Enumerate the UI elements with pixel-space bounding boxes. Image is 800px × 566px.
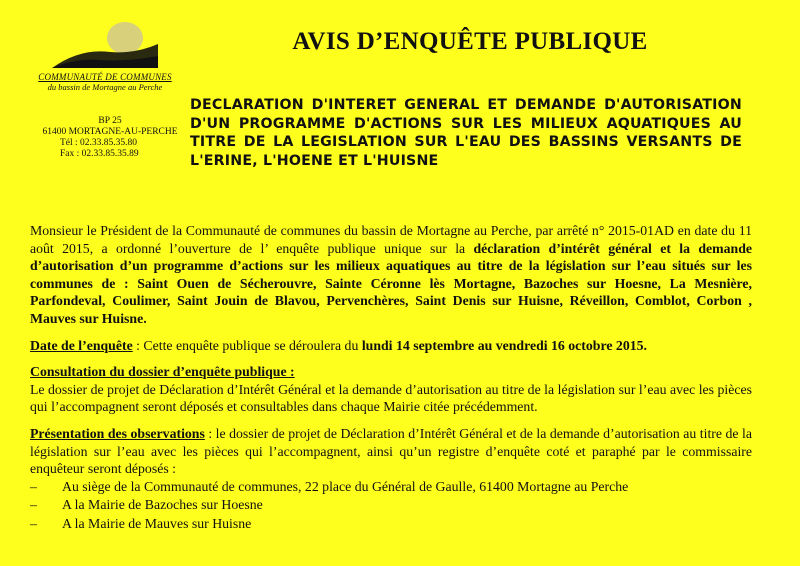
intro-paragraph <box>30 222 752 328</box>
contact-block <box>30 116 190 160</box>
postal-city: 61400 MORTAGNE-AU-PERCHE <box>42 127 178 137</box>
notice-body <box>30 222 752 533</box>
landscape-sun-icon <box>50 18 160 70</box>
consultation-text: Le dossier de projet de Déclaration d’Intérêt Général et la demande d’autorisation au titre de la législation sur l’eau avec les pièces qui l’accompagnent seront déposés et consultables dans chaque Mairie citée précédemment. <box>30 381 752 415</box>
postal-box: BP 25 <box>98 116 122 126</box>
list-item-text: Au siège de la Communauté de communes, 22 place du Général de Gaulle, 61400 Mortagne au Perche <box>62 478 629 494</box>
observations-paragraph <box>30 425 752 478</box>
dash-bullet: – <box>30 497 37 513</box>
date-text: : Cette enquête publique se déroulera du <box>132 337 362 353</box>
dash-bullet: – <box>30 478 37 494</box>
fax-number: Fax : 02.33.85.35.89 <box>60 149 139 159</box>
intro-text: Monsieur le Président de la Communauté de communes du bassin de Mortagne au Perche, par arrêté n° 2015-01AD en date du 11 août 2015, a ordonné l’ouverture de l’ enquête publique unique sur la <box>30 223 752 256</box>
date-label: Date de l’enquête <box>30 337 133 353</box>
consultation-paragraph <box>30 363 752 416</box>
intro-bold-text: déclaration d’intérêt général et la demande d’autorisation d’un programme d’actions sur les milieux aquatiques au titre de la législation sur l’eau situés sur les communes de : Saint Ouen de Sécherouvre, Sainte Céronne lès Mortagne, Bazoches sur Hoesne, La Mesnière, Parfondeval, Coulimer, Saint Jouin de Blavou, Pervenchères, Saint Denis sur Huisne, Réveillon, Comblot, Corbon , Mauves sur Huisne. <box>30 240 752 326</box>
org-subtitle: du bassin de Mortagne au Perche <box>47 82 163 92</box>
list-item-text: A la Mairie de Bazoches sur Hoesne <box>62 497 263 513</box>
observations-text: : le dossier de projet de Déclaration d’Intérêt Général et de la demande d’autorisation au titre de la législation sur l’eau avec les pièces qui l’accompagnent, ainsi qu’un registre d’enquête coté et paraphé par le commissaire enquêteur seront déposés : <box>30 425 752 477</box>
dash-bullet: – <box>30 515 37 531</box>
phone-number: Tél : 02.33.85.35.80 <box>60 138 138 148</box>
list-item <box>30 515 752 534</box>
date-range: lundi 14 septembre au vendredi 16 octobre 2015. <box>361 337 647 353</box>
subject-heading: DECLARATION D'INTERET GENERAL ET DEMANDE D'AUTORISATION D'UN PROGRAMME D'ACTIONS SUR LES MILIEUX AQUATIQUES AU TITRE DE LA LEGISLATION SUR L'EAU DES BASSINS VERSANTS DE L'ERINE, L'HOENE ET L'HUISNE <box>190 97 742 169</box>
list-item <box>30 496 752 515</box>
list-item <box>30 478 752 497</box>
org-name: COMMUNAUTÉ DE COMMUNES <box>38 72 172 82</box>
date-paragraph <box>30 337 752 355</box>
observations-label: Présentation des observations <box>30 425 205 441</box>
page-title: AVIS D’ENQUÊTE PUBLIQUE <box>292 28 648 55</box>
deposit-locations-list <box>30 478 752 534</box>
consultation-label: Consultation du dossier d’enquête publique : <box>30 364 295 380</box>
list-item-text: A la Mairie de Mauves sur Huisne <box>62 515 252 531</box>
